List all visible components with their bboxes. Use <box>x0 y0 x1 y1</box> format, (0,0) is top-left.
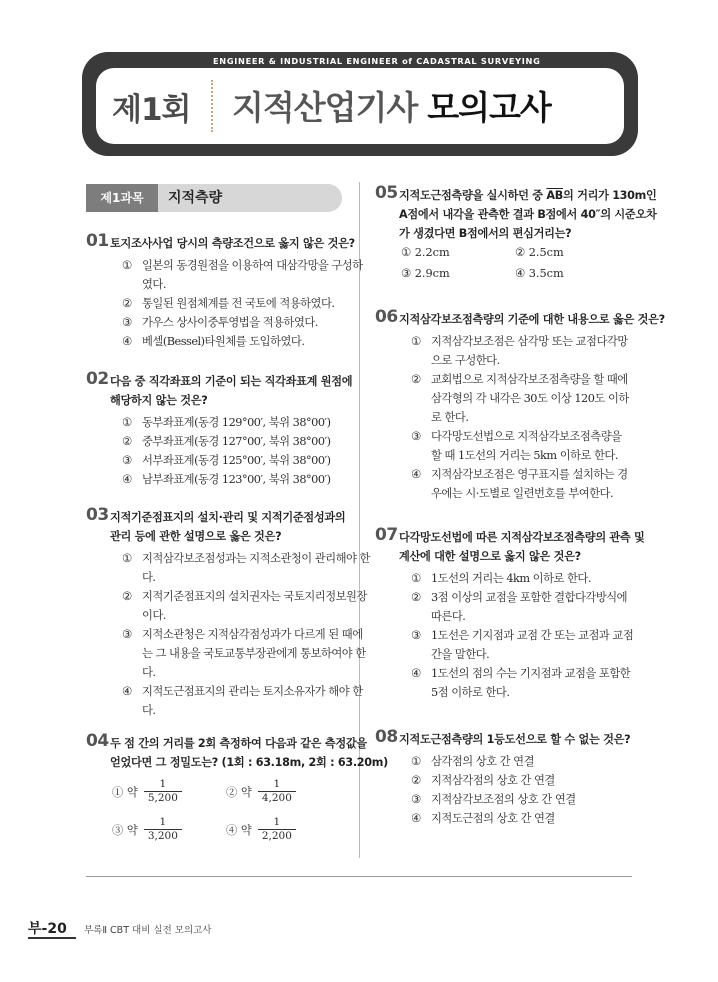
subject-name: 지적측량 <box>168 190 223 206</box>
option <box>401 370 635 427</box>
question-text: 지적도근점측량의 1등도선으로 할 수 없는 것은? <box>399 733 631 746</box>
question-text-part: 지적도근점측량을 실시하던 중 <box>399 189 547 202</box>
option-text: 지적삼각보조점의 상호 간 연결 <box>431 793 576 806</box>
option-text: 통일된 원점체계를 전 국토에 적용하였다. <box>142 297 335 310</box>
option <box>401 332 635 370</box>
question-text-line: 다각망도선법에 따른 지적삼각보조점측량의 관측 및 <box>399 531 645 544</box>
option <box>401 427 635 465</box>
option: ② 2.5cm <box>515 246 564 259</box>
option-text: 1도선의 거리는 4km 이하로 한다. <box>431 572 591 585</box>
option-number: ① 약 <box>112 785 138 799</box>
option-number: ① <box>122 552 132 565</box>
option <box>112 682 372 720</box>
option-number: ④ <box>122 335 132 348</box>
option <box>401 664 635 702</box>
question-number: 07 <box>375 525 398 545</box>
fraction-options <box>110 776 372 856</box>
option-number: ③ <box>411 629 421 642</box>
fraction <box>144 816 182 843</box>
question-04 <box>86 731 388 856</box>
option <box>401 465 635 503</box>
option-number: ① <box>122 259 132 272</box>
option-number: ② <box>411 373 421 386</box>
question-number: 02 <box>86 369 109 389</box>
option-text: 지적삼각보조점은 삼각망 또는 교점다각망으로 구성한다. <box>431 335 628 367</box>
footer-rule <box>86 876 632 877</box>
option-text: 지적삼각점의 상호 간 연결 <box>431 774 555 787</box>
question-number: 04 <box>86 731 109 751</box>
option <box>226 778 296 805</box>
option-number: ③ 약 <box>112 823 138 837</box>
option-number: ④ <box>122 473 132 486</box>
option-number: ② <box>411 591 421 604</box>
option-number: ① <box>411 755 421 768</box>
option-text: 지적기준점표지의 설치권자는 국토지리정보원장이다. <box>142 590 367 622</box>
option-text: 다각망도선법으로 지적삼각보조점측량을 할 때 1도선의 거리는 5km 이하로 한다. <box>431 430 622 462</box>
option-number: ③ <box>411 793 421 806</box>
option <box>401 771 635 790</box>
option-text: 서부좌표계(동경 125°00′, 북위 38°00′) <box>142 454 331 467</box>
option <box>401 588 635 626</box>
option-text: 동부좌표계(동경 129°00′, 북위 38°00′) <box>142 416 331 429</box>
option-text: 지적도근점의 상호 간 연결 <box>431 812 555 825</box>
option-text: 교회법으로 지적삼각보조점측량을 할 때에 삼각형의 각 내각은 30도 이상 120도 이하로 한다. <box>431 373 629 424</box>
fraction-numerator: 1 <box>159 816 167 828</box>
question-number: 01 <box>86 231 109 251</box>
question-02 <box>86 369 372 489</box>
option-number: ② <box>411 774 421 787</box>
question-text-line: 얻었다면 그 정밀도는? (1회 : 63.18m, 2회 : 63.20m) <box>110 756 388 769</box>
option <box>401 752 635 771</box>
option-number: ② <box>122 297 132 310</box>
option <box>112 332 372 351</box>
option-number: ④ <box>411 812 421 825</box>
option-number: ① <box>122 416 132 429</box>
option <box>401 569 635 588</box>
option-number: ③ <box>122 316 132 329</box>
option-number: ④ <box>122 685 132 698</box>
option <box>112 587 372 625</box>
round-label: 제1회 <box>112 92 191 128</box>
question-08 <box>375 727 635 828</box>
fraction-numerator: 1 <box>159 778 167 790</box>
option-number: ② 약 <box>226 785 252 799</box>
option-number: ① <box>411 335 421 348</box>
option-number: ③ <box>122 628 132 641</box>
option-number: ④ <box>411 468 421 481</box>
question-01 <box>86 231 372 351</box>
option <box>401 809 635 828</box>
subject-tag: 제1과목 <box>86 184 158 212</box>
option <box>112 470 372 489</box>
option-text: 3점 이상의 교점을 포함한 결합다각방식에 따른다. <box>431 591 628 623</box>
question-text: 지적삼각보조점측량의 기준에 대한 내용으로 옳은 것은? <box>399 313 665 326</box>
question-text-line: 해당하지 않는 것은? <box>110 394 208 407</box>
question-text-line <box>399 186 657 205</box>
fraction-denominator: 5,200 <box>144 791 182 805</box>
option: ① 2.2cm <box>401 246 450 259</box>
question-text-line: 다음 중 직각좌표의 기준이 되는 직각좌표계 원점에 <box>110 375 353 388</box>
fraction-numerator: 1 <box>273 816 281 828</box>
option <box>112 816 182 843</box>
option: ④ 3.5cm <box>515 267 564 280</box>
fraction <box>144 778 182 805</box>
header-divider <box>211 80 213 132</box>
page-number: 부-20 <box>28 921 67 937</box>
option <box>112 256 372 294</box>
page-title <box>232 82 551 129</box>
page-number-underline <box>28 937 76 939</box>
option-number: ④ <box>411 667 421 680</box>
question-number: 08 <box>375 727 398 747</box>
fraction-denominator: 2,200 <box>258 829 296 843</box>
fraction <box>258 778 296 805</box>
question-03 <box>86 505 372 720</box>
option-text: 일본의 동경원점을 이용하여 대삼각망을 구성하였다. <box>142 259 363 291</box>
option-text: 베셀(Bessel)타원체를 도입하였다. <box>142 335 305 348</box>
option-text: 삼각점의 상호 간 연결 <box>431 755 534 768</box>
option <box>401 790 635 809</box>
question-text: 토지조사사업 당시의 측량조건으로 옳지 않은 것은? <box>110 237 355 250</box>
question-07 <box>375 525 645 702</box>
question-05 <box>375 183 657 288</box>
question-text-line: 계산에 대한 설명으로 옳지 않은 것은? <box>399 550 581 563</box>
fraction-denominator: 3,200 <box>144 829 182 843</box>
question-text-line: 지적기준점표지의 설치·관리 및 지적기준점성과의 <box>110 511 346 524</box>
option-number: ④ 약 <box>226 823 252 837</box>
question-text-line: 관리 등에 관한 설명으로 옳은 것은? <box>110 530 282 543</box>
option-text: 가우스 상사이중투영법을 적용하였다. <box>142 316 318 329</box>
option-text: 지적삼각보조점성과는 지적소관청이 관리해야 한다. <box>142 552 370 584</box>
option <box>112 432 372 451</box>
question-number: 03 <box>86 505 109 525</box>
option-text: 1도선은 기지점과 교점 간 또는 교점과 교점 간을 말한다. <box>431 629 634 661</box>
option <box>226 816 296 843</box>
segment-ab: $\overline{AB}$ <box>546 189 563 202</box>
option: ③ 2.9cm <box>401 267 450 280</box>
option-number: ③ <box>411 430 421 443</box>
option <box>112 451 372 470</box>
option <box>112 413 372 432</box>
question-text-line: A점에서 내각을 관측한 결과 B점에서 40″의 시준오차 <box>399 208 657 221</box>
option <box>112 778 182 805</box>
option <box>112 625 372 682</box>
question-number: 05 <box>375 183 398 203</box>
fraction-numerator: 1 <box>273 778 281 790</box>
option <box>401 626 635 664</box>
option-text: 1도선의 점의 수는 기지점과 교점을 포함한 5점 이하로 한다. <box>431 667 631 699</box>
option-number: ② <box>122 435 132 448</box>
option-number: ③ <box>122 454 132 467</box>
option <box>112 313 372 332</box>
footer-label: 부록Ⅱ CBT 대비 실전 모의고사 <box>84 925 212 936</box>
option-number: ① <box>411 572 421 585</box>
option-grid <box>399 246 635 288</box>
option-text: 지적삼각보조점은 영구표지를 설치하는 경우에는 시·도별로 일련번호를 부여한다. <box>431 468 628 500</box>
fraction <box>258 816 296 843</box>
header-banner: ENGINEER & INDUSTRIAL ENGINEER of CADASTRAL SURVEYING <box>213 56 541 66</box>
title-dark: 모의고사 <box>427 88 551 127</box>
question-06 <box>375 307 665 503</box>
option-number: ② <box>122 590 132 603</box>
option-text: 지적도근점표지의 관리는 토지소유자가 해야 한다. <box>142 685 363 717</box>
option <box>112 549 372 587</box>
option-text: 남부좌표계(동경 123°00′, 북위 38°00′) <box>142 473 331 486</box>
title-light: 지적산업기사 <box>232 88 418 127</box>
option-text: 중부좌표계(동경 127°00′, 북위 38°00′) <box>142 435 331 448</box>
option-text: 지적소관청은 지적삼각점성과가 다르게 된 때에는 그 내용을 국토교통부장관에게 통보하여야 한다. <box>142 628 366 679</box>
question-text-line: 가 생겼다면 B점에서의 편심거리는? <box>399 227 572 240</box>
question-text-part: 의 거리가 130m인 <box>562 189 657 202</box>
question-text-line: 두 점 간의 거리를 2회 측정하여 다음과 같은 측정값을 <box>110 737 367 750</box>
fraction-denominator: 4,200 <box>258 791 296 805</box>
option <box>112 294 372 313</box>
question-number: 06 <box>375 307 398 327</box>
